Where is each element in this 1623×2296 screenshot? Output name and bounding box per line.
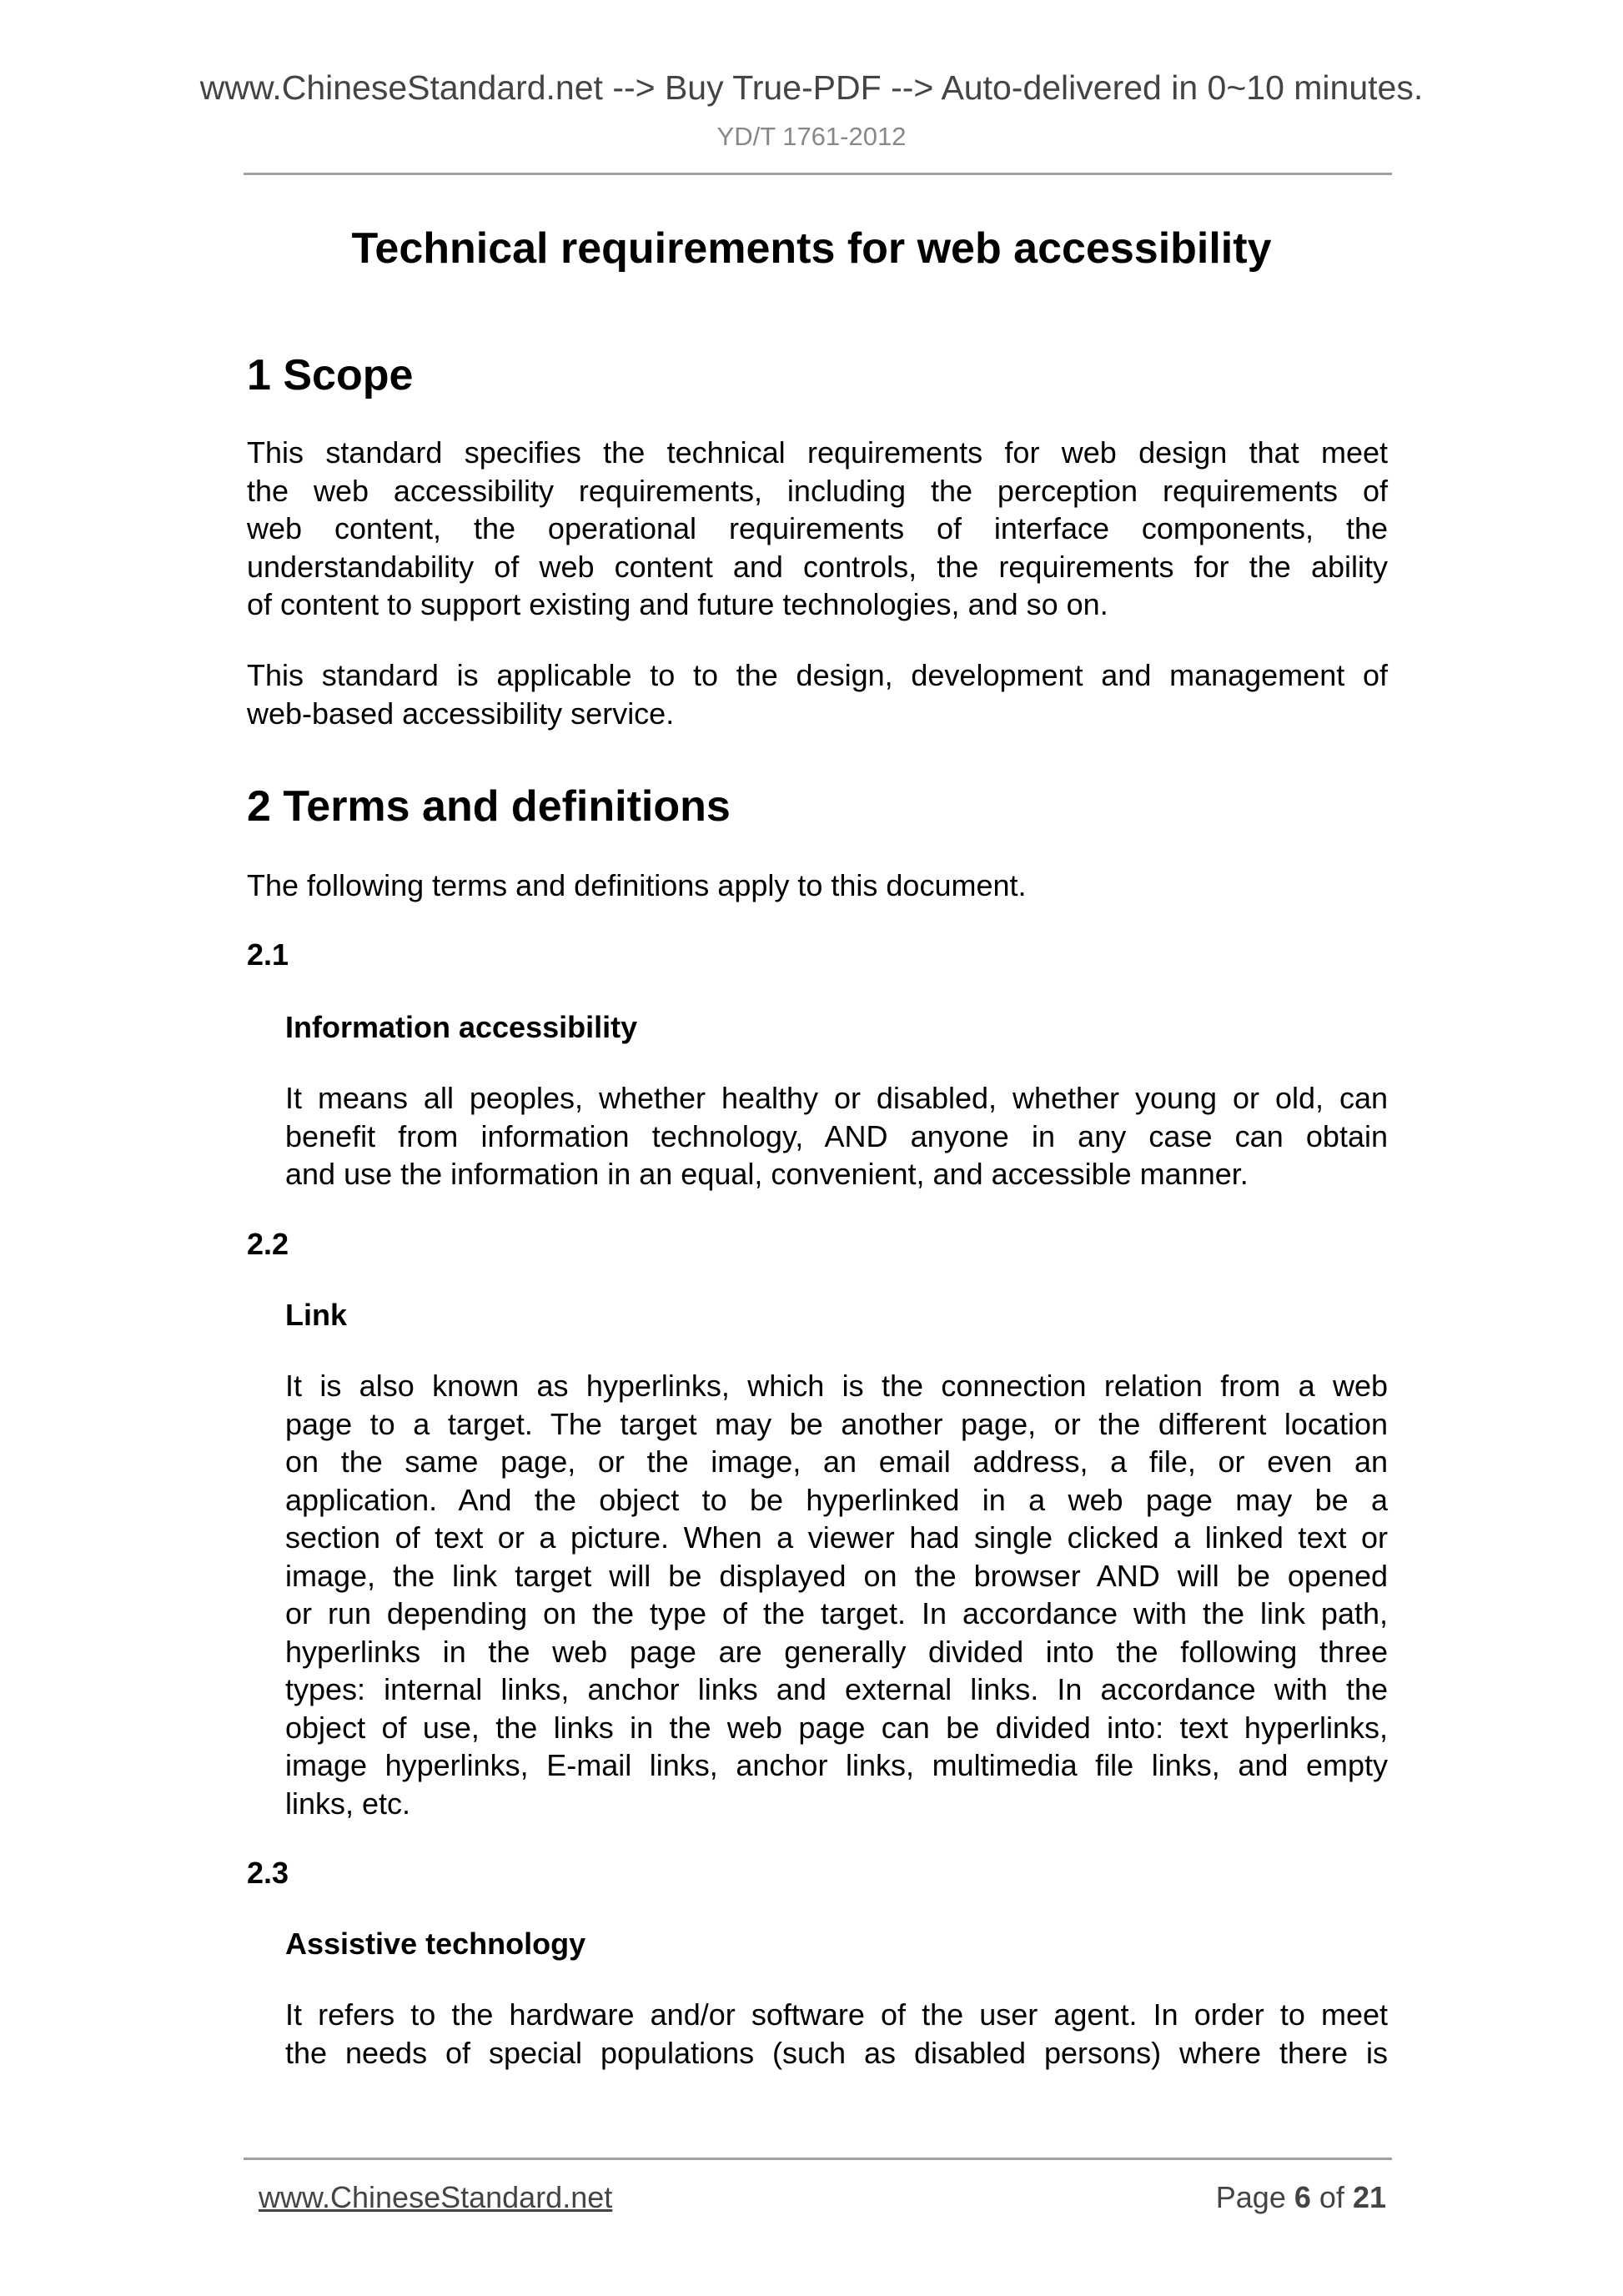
text-line: the web accessibility requirements, including the perception requirements of [247, 473, 1388, 508]
text-line: web-based accessibility service. [247, 696, 675, 731]
term-definition [285, 1079, 1388, 1193]
page-label: Page [1215, 2180, 1286, 2214]
section-heading-scope: 1 Scope [247, 351, 414, 399]
section-heading-terms: 2 Terms and definitions [247, 782, 731, 831]
terms-intro: The following terms and definitions apply to this document. [247, 868, 1027, 902]
term-definition [285, 1996, 1388, 2072]
footer-divider [244, 2158, 1392, 2160]
term-name: Assistive technology [285, 1927, 586, 1961]
text-line: image, the link target will be displayed on the browser AND will be opened [285, 1558, 1388, 1593]
text-line: hyperlinks in the web page are generally divided into the following three [285, 1634, 1388, 1669]
text-line: This standard is applicable to to the design, development and management of [247, 658, 1388, 692]
text-line: object of use, the links in the web page can be divided into: text hyperlinks, [285, 1710, 1388, 1745]
text-line: web content, the operational requirements of interface components, the [247, 511, 1388, 545]
text-line: and use the information in an equal, convenient, and accessible manner. [285, 1157, 1249, 1191]
scope-paragraph-2 [247, 656, 1388, 732]
text-line: on the same page, or the image, an email address, a file, or even an [285, 1444, 1388, 1479]
text-line: the needs of special populations (such as disabled persons) where there is [285, 2035, 1388, 2070]
text-line: links, etc. [285, 1786, 411, 1821]
header-divider [244, 173, 1392, 175]
text-line: types: internal links, anchor links and external links. In accordance with the [285, 1672, 1388, 1706]
text-line: It means all peoples, whether healthy or disabled, whether young or old, can [285, 1081, 1388, 1115]
text-line: This standard specifies the technical requirements for web design that meet [247, 435, 1388, 470]
text-line: page to a target. The target may be another page, or the different location [285, 1406, 1388, 1441]
text-line: application. And the object to be hyperlinked in a web page may be a [285, 1482, 1388, 1517]
header-banner: www.ChineseStandard.net --> Buy True-PDF --> Auto-delivered in 0~10 minutes. [199, 68, 1424, 107]
text-line: understandability of web content and controls, the requirements for the ability [247, 549, 1388, 584]
text-line: of content to support existing and future technologies, and so on. [247, 587, 1108, 621]
term-name: Information accessibility [285, 1010, 638, 1044]
term-definition [285, 1367, 1388, 1822]
page-current: 6 [1294, 2180, 1311, 2214]
term-number: 2.2 [247, 1227, 289, 1261]
standard-code: YD/T 1761-2012 [716, 122, 907, 151]
text-line: It is also known as hyperlinks, which is the connection relation from a web [285, 1369, 1388, 1403]
text-line: image hyperlinks, E-mail links, anchor links, multimedia file links, and empty [285, 1748, 1388, 1782]
page-total: 21 [1352, 2180, 1386, 2214]
footer-website-link[interactable]: www.ChineseStandard.net [259, 2180, 613, 2214]
text-line: It refers to the hardware and/or software of the user agent. In order to meet [285, 1997, 1388, 2032]
document-title: Technical requirements for web accessibility [351, 224, 1272, 273]
text-line: section of text or a picture. When a viewer had single clicked a linked text or [285, 1520, 1388, 1555]
term-number: 2.3 [247, 1856, 289, 1890]
text-line: or run depending on the type of the target. In accordance with the link path, [285, 1596, 1388, 1630]
term-name: Link [285, 1298, 348, 1332]
text-line: benefit from information technology, AND anyone in any case can obtain [285, 1118, 1388, 1153]
page-of: of [1319, 2180, 1344, 2214]
term-number: 2.1 [247, 937, 289, 972]
scope-paragraph-1 [247, 434, 1388, 624]
page-indicator [1216, 2180, 1386, 2215]
